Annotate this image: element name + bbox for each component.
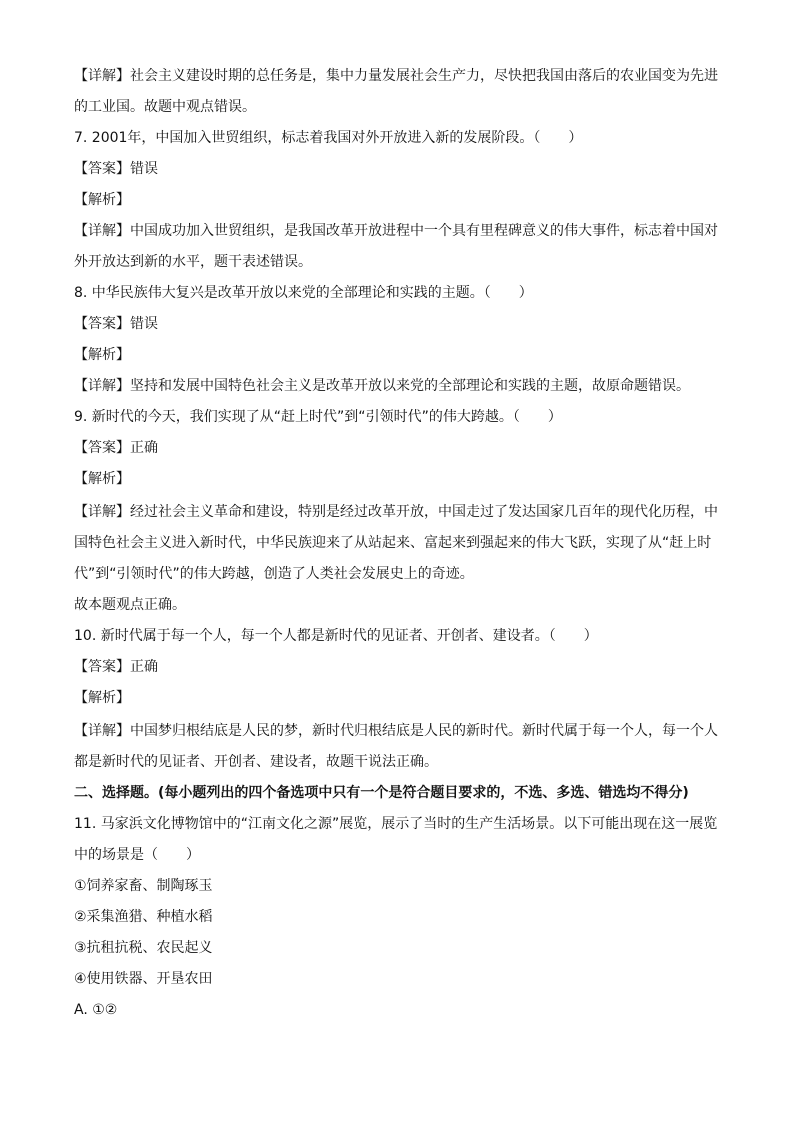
section-heading: 二、选择题。(每小题列出的四个备选项中只有一个是符合题目要求的，不选、多选、错选均不得分) <box>74 785 689 801</box>
analysis-label: 【解析】 <box>74 471 130 487</box>
question-9: 9. 新时代的今天，我们实现了从“赶上时代”到“引领时代”的伟大跨越。（ ） <box>74 409 562 425</box>
detail-line: 【详解】中国成功加入世贸组织，是我国改革开放进程中一个具有里程碑意义的伟大事件，标志着中国对 <box>74 223 718 239</box>
analysis-label: 【解析】 <box>74 192 130 208</box>
question-7: 7. 2001年，中国加入世贸组织，标志着我国对外开放进入新的发展阶段。（ ） <box>74 130 583 146</box>
answer-label: 【答案】错误 <box>74 316 158 332</box>
answer-label: 【答案】错误 <box>74 161 158 177</box>
detail-line: 【详解】社会主义建设时期的总任务是，集中力量发展社会生产力，尽快把我国由落后的农业国变为先进 <box>74 68 718 84</box>
detail-line: 代”到“引领时代”的伟大跨越，创造了人类社会发展史上的奇迹。 <box>74 566 474 582</box>
answer-label: 【答案】正确 <box>74 659 158 675</box>
option-line: ②采集渔猎、种植水稻 <box>74 909 213 925</box>
analysis-label: 【解析】 <box>74 347 130 363</box>
detail-line: 【详解】中国梦归根结底是人民的梦，新时代归根结底是人民的新时代。新时代属于每一个人，每一个人 <box>74 723 718 739</box>
detail-line: 外开放达到新的水平，题干表述错误。 <box>74 254 312 270</box>
question-10: 10. 新时代属于每一个人，每一个人都是新时代的见证者、开创者、建设者。（ ） <box>74 628 598 644</box>
option-line: ①饲养家畜、制陶琢玉 <box>74 878 213 894</box>
choice-a: A. ①② <box>74 1002 118 1018</box>
conclusion-line: 故本题观点正确。 <box>74 597 186 613</box>
option-line: ③抗租抗税、农民起义 <box>74 940 213 956</box>
detail-line: 国特色社会主义进入新时代，中华民族迎来了从站起来、富起来到强起来的伟大飞跃，实现了从“赶上时 <box>74 535 712 551</box>
detail-line: 【详解】坚持和发展中国特色社会主义是改革开放以来党的全部理论和实践的主题，故原命题错误。 <box>74 378 690 394</box>
detail-line: 【详解】经过社会主义革命和建设，特别是经过改革开放，中国走过了发达国家几百年的现代化历程，中 <box>74 504 718 520</box>
question-11-cont: 中的场景是（ ） <box>74 847 200 863</box>
question-8: 8. 中华民族伟大复兴是改革开放以来党的全部理论和实践的主题。（ ） <box>74 285 533 301</box>
option-line: ④使用铁器、开垦农田 <box>74 971 213 987</box>
detail-line: 都是新时代的见证者、开创者、建设者，故题干说法正确。 <box>74 754 438 770</box>
answer-label: 【答案】正确 <box>74 440 158 456</box>
detail-line: 的工业国。故题中观点错误。 <box>74 99 256 115</box>
analysis-label: 【解析】 <box>74 690 130 706</box>
question-11: 11. 马家浜文化博物馆中的“江南文化之源”展览，展示了当时的生产生活场景。以下可能出现在这一展览 <box>74 816 718 832</box>
